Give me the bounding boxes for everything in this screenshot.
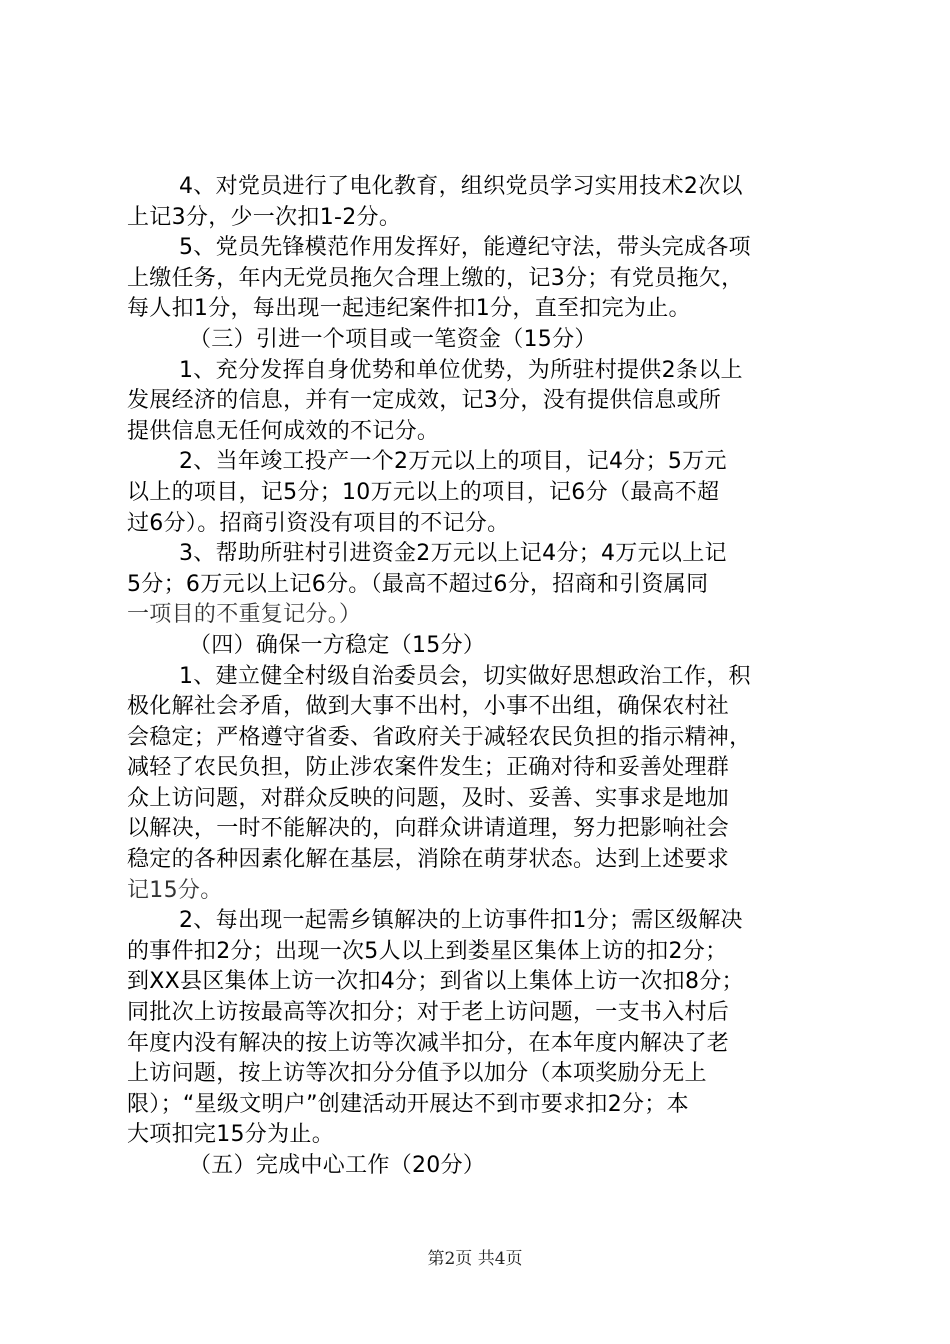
page-number-footer: 第2页 共4页 — [427, 1249, 523, 1269]
paragraph-line: 减轻了农民负担，防止涉农案件发生；正确对待和妥善处理群 — [127, 755, 730, 781]
paragraph-line: 同批次上访按最高等次扣分；对于老上访问题，一支书入村后 — [127, 1000, 730, 1026]
paragraph-line: 以上的项目，记5分；10万元以上的项目，记6分（最高不超 — [127, 479, 720, 505]
paragraph-line: 提供信息无任何成效的不记分。 — [127, 418, 440, 444]
paragraph-line: 1、充分发挥自身优势和单位优势，为所驻村提供2条以上 — [179, 357, 743, 383]
paragraph-line: 的事件扣2分；出现一次5人以上到娄星区集体上访的扣2分； — [127, 938, 728, 964]
paragraph-line: 上访问题，按上访等次扣分分值予以加分（本项奖励分无上 — [127, 1061, 707, 1087]
paragraph-line: 过6分）。招商引资没有项目的不记分。 — [127, 510, 510, 536]
paragraph-line: 上记3分，少一次扣1-2分。 — [127, 204, 402, 230]
paragraph-line: 5分；6万元以上记6分。（最高不超过6分，招商和引资属同 — [127, 571, 709, 597]
paragraph-line: 上缴任务，年内无党员拖欠合理上缴的，记3分；有党员拖欠， — [127, 265, 744, 291]
document-body — [127, 172, 835, 1182]
paragraph-line: 1、建立健全村级自治委员会，切实做好思想政治工作，积 — [179, 663, 751, 689]
paragraph-line: 5、党员先锋模范作用发挥好，能遵纪守法，带头完成各项 — [179, 235, 751, 261]
paragraph-line: 发展经济的信息，并有一定成效，记3分，没有提供信息或所 — [127, 388, 722, 414]
section-heading: （四）确保一方稳定（15分） — [189, 632, 486, 658]
section-heading: （五）完成中心工作（20分） — [189, 1153, 486, 1178]
paragraph-line: 会稳定；严格遵守省委、省政府关于减轻农民负担的指示精神， — [127, 724, 752, 750]
paragraph-line: 4、对党员进行了电化教育，组织党员学习实用技术2次以 — [179, 174, 743, 199]
paragraph-line: 3、帮助所驻村引进资金2万元以上记4分；4万元以上记 — [179, 541, 727, 567]
paragraph-line: 每人扣1分，每出现一起违纪案件扣1分，直至扣完为止。 — [127, 296, 691, 322]
paragraph-line: 极化解社会矛盾，做到大事不出村，小事不出组，确保农村社 — [127, 694, 730, 720]
paragraph-line: 大项扣完15分为止。 — [127, 1122, 334, 1148]
paragraph-line: 众上访问题，对群众反映的问题，及时、妥善、实事求是地加 — [127, 785, 730, 811]
paragraph-line: 年度内没有解决的按上访等次减半扣分，在本年度内解决了老 — [127, 1030, 730, 1056]
paragraph-line: 到XX县区集体上访一次扣4分；到省以上集体上访一次扣8分； — [127, 969, 744, 995]
paragraph-line: 稳定的各种因素化解在基层，消除在萌芽状态。达到上述要求 — [127, 847, 730, 873]
paragraph-line: 以解决，一时不能解决的，向群众讲请道理，努力把影响社会 — [127, 816, 730, 842]
paragraph-line: 2、当年竣工投产一个2万元以上的项目，记4分；5万元 — [179, 449, 727, 475]
paragraph-line: 一项目的不重复记分。） — [127, 602, 362, 628]
paragraph-line: 限）；“星级文明户”创建活动开展达不到市要求扣2分；本 — [127, 1091, 689, 1117]
paragraph-line: 2、每出现一起需乡镇解决的上访事件扣1分；需区级解决 — [179, 908, 743, 934]
section-heading: （三）引进一个项目或一笔资金（15分） — [189, 326, 597, 352]
paragraph-line: 记15分。 — [127, 877, 223, 903]
